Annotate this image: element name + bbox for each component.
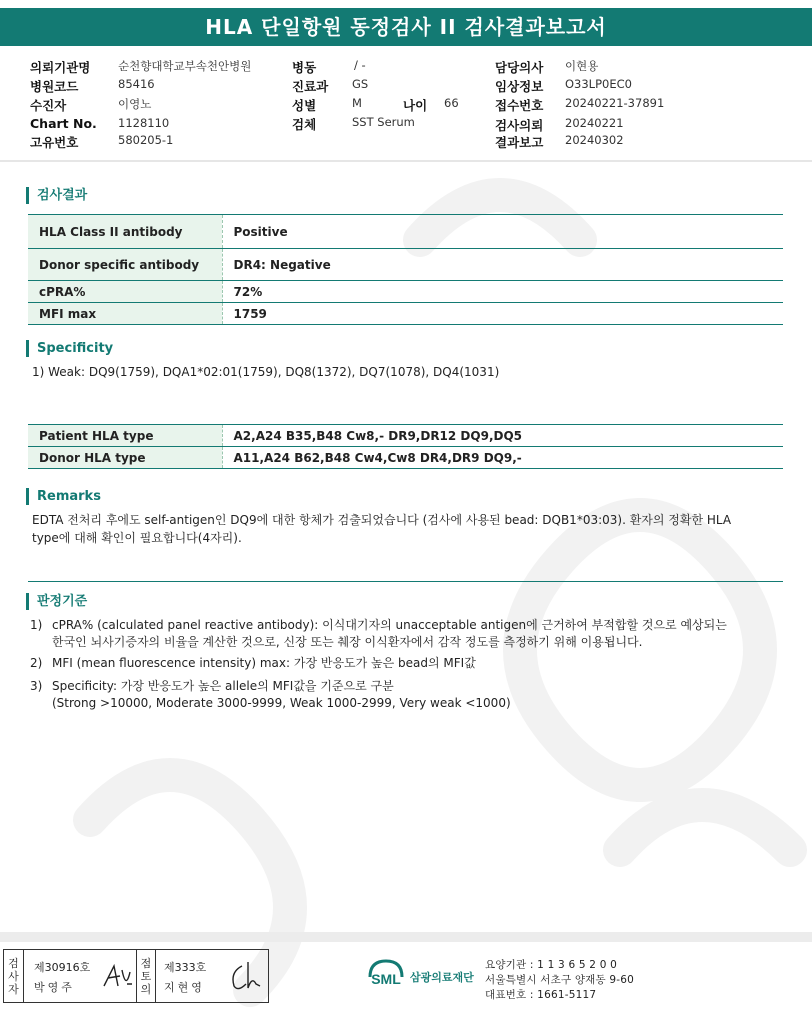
svg-text:SML: SML — [371, 971, 401, 987]
reviewer-signature — [226, 958, 264, 996]
tester-label: 검 사 자 — [4, 950, 24, 1002]
ward-value: / - — [354, 58, 366, 72]
criteria-num: 3) — [30, 679, 43, 693]
criteria-line: MFI (mean fluorescence intensity) max: 가장 반응도가 높은 bead의 MFI값 — [52, 656, 476, 670]
specimen-value: SST Serum — [352, 115, 415, 129]
remarks-line-1: EDTA 전처리 후에도 self-antigen인 DQ9에 대한 항체가 검출되었습니다 (검사에 사용된 bead: DQB1*03:03). 환자의 정확한 HLA — [32, 513, 732, 527]
sex-value: M — [352, 96, 362, 110]
hospital-code-label: 병원코드 — [30, 79, 79, 94]
result-value: Positive — [222, 215, 783, 249]
unique-id-label: 고유번호 — [30, 135, 79, 150]
criteria-heading: 판정기준 — [26, 593, 87, 610]
department-value: GS — [352, 77, 369, 91]
age-label: 나이 — [403, 98, 428, 113]
examinee-value: 이영노 — [118, 97, 152, 111]
result-value: 72% — [222, 281, 783, 303]
receipt-no-value: 20240221-37891 — [565, 96, 665, 110]
reviewer-label: 점 토 의 — [136, 950, 156, 1002]
tester-name: 박영주 — [34, 981, 75, 994]
age-value: 66 — [444, 96, 459, 110]
specificity-text: 1) Weak: DQ9(1759), DQA1*02:01(1759), DQ8(1372), DQ7(1078), DQ4(1031) — [32, 365, 500, 379]
phone: 대표번호 : 1661-5117 — [485, 989, 597, 1001]
chart-no-value: 1128110 — [118, 116, 170, 130]
signature-box — [3, 949, 269, 1003]
hla-type-table — [28, 424, 783, 469]
table-row — [28, 303, 783, 325]
remarks-line-2: type에 대해 확인이 필요합니다(4자리). — [32, 531, 242, 545]
care-institution: 요양기관 : 1 1 3 6 5 2 0 0 — [485, 959, 617, 971]
reviewer-license: 제333호 — [164, 961, 207, 974]
sex-label: 성별 — [292, 98, 317, 113]
hospital-code-value: 85416 — [118, 77, 155, 91]
criteria-line: Specificity: 가장 반응도가 높은 allele의 MFI값을 기준으로 구분 — [52, 679, 394, 693]
receipt-no-label: 접수번호 — [495, 98, 544, 113]
result-value: DR4: Negative — [222, 249, 783, 281]
hla-type-value: A2,A24 B35,B48 Cw8,- DR9,DR12 DQ9,DQ5 — [222, 425, 783, 447]
patient-info-section — [0, 56, 812, 156]
table-row — [28, 447, 783, 469]
header-divider — [0, 160, 812, 162]
clinical-info-value: O33LP0EC0 — [565, 77, 632, 91]
report-date-value: 20240302 — [565, 133, 624, 147]
clinical-info-label: 임상정보 — [495, 79, 544, 94]
table-row — [28, 215, 783, 249]
tester-signature — [100, 960, 134, 994]
sml-logo-icon — [364, 957, 408, 997]
address: 서울특별시 서초구 양재동 9-60 — [485, 974, 635, 986]
criteria-line: 한국인 뇌사기증자의 비율을 계산한 것으로, 신장 또는 췌장 이식환자에서 감작 정도를 측정하기 위해 이용됩니다. — [52, 635, 643, 649]
unique-id-value: 580205-1 — [118, 133, 174, 147]
hla-type-label: Donor HLA type — [28, 447, 222, 469]
criteria-divider — [28, 581, 783, 582]
result-label: cPRA% — [28, 281, 222, 303]
institution-label: 의뢰기관명 — [30, 60, 91, 75]
table-row — [28, 425, 783, 447]
hla-type-value: A11,A24 B62,B48 Cw4,Cw8 DR4,DR9 DQ9,- — [222, 447, 783, 469]
doctor-value: 이현용 — [565, 59, 599, 73]
criteria-line: (Strong >10000, Moderate 3000-9999, Weak 1000-2999, Very weak <1000) — [52, 696, 511, 710]
result-label: MFI max — [28, 303, 222, 325]
hla-type-label: Patient HLA type — [28, 425, 222, 447]
criteria-num: 1) — [30, 618, 43, 632]
reviewer-name: 지현영 — [164, 981, 205, 994]
criteria-line: cPRA% (calculated panel reactive antibody): 이식대기자의 unacceptable antigen에 근거하여 부적합할 것으로 예상되는 — [52, 618, 727, 632]
remarks-heading: Remarks — [26, 488, 101, 505]
criteria-num: 2) — [30, 656, 43, 670]
chart-no-label: Chart No. — [30, 116, 97, 131]
footer-band — [0, 932, 812, 942]
table-row — [28, 281, 783, 303]
results-heading: 검사결과 — [26, 187, 87, 204]
examinee-label: 수진자 — [30, 98, 67, 113]
result-value: 1759 — [222, 303, 783, 325]
results-table — [28, 214, 783, 325]
result-label: HLA Class II antibody — [28, 215, 222, 249]
specificity-heading: Specificity — [26, 340, 113, 357]
department-label: 진료과 — [292, 79, 329, 94]
table-row — [28, 249, 783, 281]
request-date-value: 20240221 — [565, 116, 624, 130]
result-label: Donor specific antibody — [28, 249, 222, 281]
report-title: HLA 단일항원 동정검사 II 검사결과보고서 — [0, 8, 812, 46]
specimen-label: 검체 — [292, 117, 317, 132]
institution-value: 순천향대학교부속천안병원 — [118, 59, 252, 73]
report-date-label: 결과보고 — [495, 135, 544, 150]
org-name: 삼광의료재단 — [410, 971, 474, 984]
tester-license: 제30916호 — [34, 961, 91, 974]
request-date-label: 검사의뢰 — [495, 118, 544, 133]
doctor-label: 담당의사 — [495, 60, 544, 75]
ward-label: 병동 — [292, 60, 317, 75]
